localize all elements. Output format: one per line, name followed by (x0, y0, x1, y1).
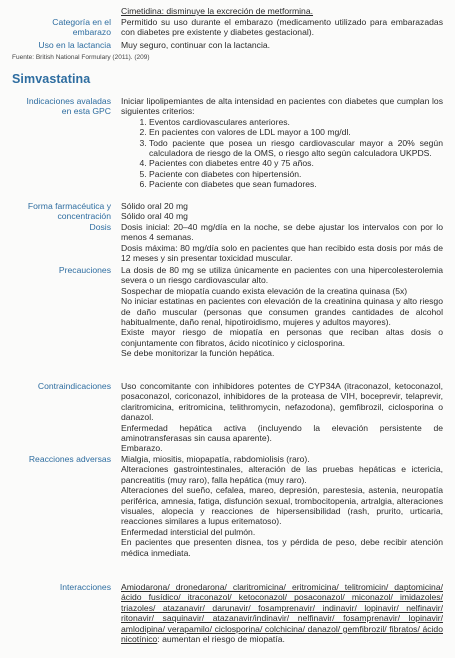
lactancia-value: Muy seguro, continuar con la lactancia. (121, 40, 271, 50)
reacciones-item: En pacientes que presenten disnea, tos y pérdida de peso, debe recibir atención médica inmediata. (121, 537, 443, 558)
interacciones-drugs: Amiodarona/ dronedarona/ claritromicina/ eritromicina/ telitromicin/ daptomicina/ ácido fusídico/ itraconazol/ ketoconazol/ posaconazol/ miconazol/ imidazoles/ triazoles/ atazanavir/ darunavir/ fosamprenavir/ indinavir/ lopinavir/ nelfinavir/ ritonavir/ saquinavir/ atazanavir/indinavir/ nelfinavir/ fosamprenavir/ lopinavir/ amlodipina/ verapamilo/ ciclosporina/ colchicina/ danazol/ gemfibrozil/ fibratos/ ácido nicotínico (121, 582, 443, 645)
forma-value (121, 201, 443, 222)
forma-item: Sólido oral 40 mg (121, 211, 188, 222)
precauciones-value (121, 265, 443, 359)
contraindicaciones-item: Uso concomitante con inhibidores potentes de CYP34A (itraconazol, ketoconazol, posaconazol, coriconazol, inhibidores de la proteasa de VIH, boceprevir, telaprevir, claritromicina, eritromicina, telithromycin, nefazodona), gemfibrozil, ciclosporina o danazol. (121, 381, 443, 423)
forma-item: Sólido oral 20 mg (121, 201, 188, 211)
indicaciones-item: 5. Paciente con diabetes con hipertensión. (149, 169, 443, 179)
dosis-item: Dosis máxima: 80 mg/día solo en pacientes que han recibido esta dosis por más de 12 meses y sin presentar toxicidad muscular. (121, 242, 443, 264)
section-title: Simvastatina (12, 72, 91, 86)
contraindicaciones-label: Contraindicaciones (37, 381, 111, 391)
reacciones-item: Alteraciones gastrointestinales, alteración de las pruebas hepáticas e ictericia, pancreatitis (muy raro), falla hepática (muy raro). (121, 464, 443, 485)
interacciones-value (121, 582, 443, 644)
contraindicaciones-item: Enfermedad hepática activa (incluyendo la elevación persistente de aminotransferasas sin causa aparente). (121, 422, 443, 444)
precauciones-label: Precauciones (58, 265, 111, 275)
interacciones-text (121, 582, 443, 644)
indicaciones-value (121, 96, 443, 190)
reacciones-item: Enfermedad intersticial del pulmón. (121, 526, 256, 537)
embarazo-label: Categoría en el embarazo (52, 17, 111, 37)
indicaciones-item: 1. Eventos cardiovasculares anteriores. (149, 117, 443, 127)
source-note: Fuente: British National Formulary (2011). (209) (12, 54, 150, 61)
lactancia-label: Uso en la lactancia (38, 40, 111, 50)
reacciones-item: Mialgia, miositis, miopapatía, rabdomiolisis (raro). (121, 454, 310, 464)
precauciones-item: Existe mayor riesgo de miopatía en personas que reciban altas dosis o conjuntamente con fibratos, ácido nicotínico y ciclosporina. (121, 327, 443, 348)
reacciones-label: Reacciones adversas (28, 454, 111, 464)
dosis-value (121, 222, 443, 264)
dosis-label: Dosis (89, 222, 111, 232)
contraindicaciones-item: Embarazo. (121, 443, 163, 454)
interacciones-tail: : aumentan el riesgo de miopatía. (157, 634, 285, 645)
indicaciones-item: 4. Pacientes con diabetes entre 40 y 75 años. (149, 158, 443, 168)
precauciones-item: No iniciar estatinas en pacientes con elevación de la creatinina quinasa y alto riesgo de daño muscular (personas que consumen grandes cantidades de alcohol habitualmente, daño renal, hipotiroidismo, mujeres y adultos mayores). (121, 296, 443, 328)
precauciones-item: Se debe monitorizar la función hepática. (121, 348, 275, 359)
indicaciones-list (121, 117, 443, 190)
embarazo-value: Permitido su uso durante el embarazo (medicamento utilizado para embarazadas con diabetes pre existente y diabetes gestacional). (121, 17, 443, 38)
contraindicaciones-value (121, 381, 443, 454)
forma-label: Forma farmacéutica y concentración (27, 201, 111, 221)
dosis-item: Dosis inicial: 20–40 mg/día en la noche, se debe ajustar los intervalos con por lo menos 4 semanas. (121, 222, 443, 243)
precauciones-item: Sospechar de miopatía cuando exista elevación de la creatina quinasa (5x) (121, 285, 408, 296)
indicaciones-label: Indicaciones avaladas en esta GPC (26, 96, 111, 116)
cimetidina-text: Cimetidina: disminuye la excreción de metformina. (121, 6, 314, 16)
indicaciones-intro: Iniciar lipolipemiantes de alta intensidad en pacientes con diabetes que cumplan los siguientes criterios: (121, 96, 443, 117)
reacciones-item: Alteraciones del sueño, cefalea, mareo, depresión, parestesia, astenia, neuropatía periférica, amnesia, fatiga, disfunción sexual, trombocitopenia, artralgia, alteraciones visuales, alopecia y reacciones de hipersensibilidad (rash, prurito, urticaria, reacciones similares a lupus eritematoso). (121, 485, 443, 527)
interacciones-label: Interacciones (59, 582, 111, 592)
precauciones-item: La dosis de 80 mg se utiliza únicamente en pacientes con una hipercolesterolemia severa o un riesgo cardiovascular alto. (121, 265, 443, 286)
indicaciones-item: 6. Paciente con diabetes que sean fumadores. (149, 179, 443, 189)
indicaciones-item: 2. En pacientes con valores de LDL mayor a 100 mg/dl. (149, 127, 443, 137)
indicaciones-item: 3. Todo paciente que posea un riesgo cardiovascular mayor a 20% según calculadora de riesgo de la OMS, o riesgo alto según calculadora UKPDS. (149, 138, 443, 159)
reacciones-value (121, 454, 443, 558)
